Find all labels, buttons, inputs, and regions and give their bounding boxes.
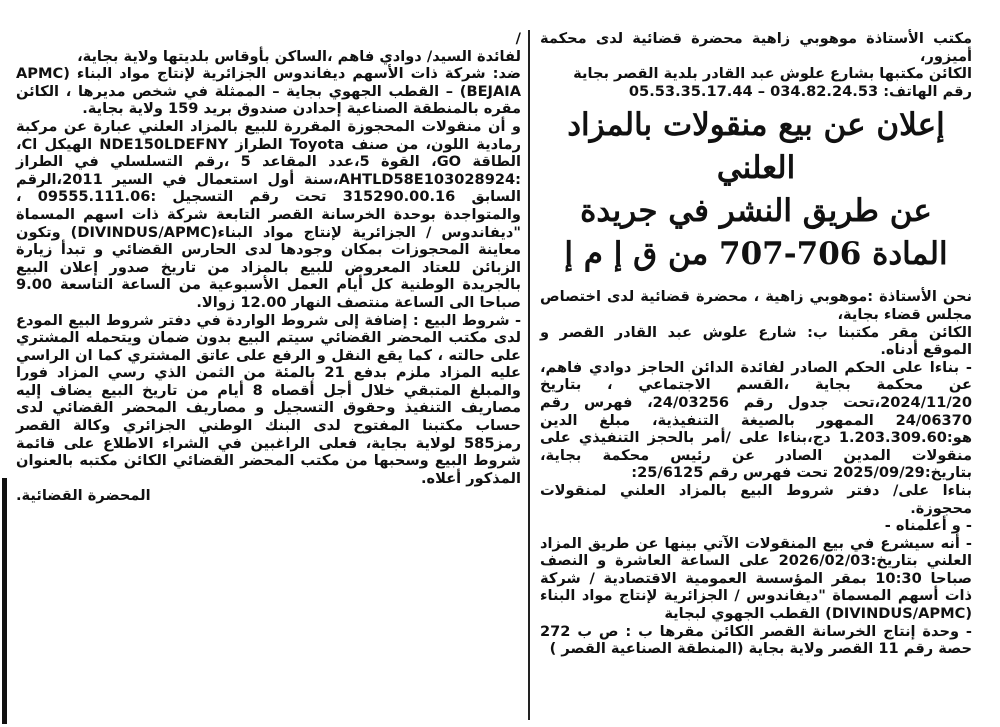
notified-line: - و أعلمناه - — [884, 517, 972, 535]
slash-mark: / — [515, 30, 521, 47]
office-phone: رقم الهاتف: 034.82.24.53 – 05.53.35.17.44 — [628, 82, 972, 100]
left-column — [16, 30, 521, 505]
title-line-1: إعلان عن بيع منقولات بالمزاد العلني — [567, 107, 945, 187]
sale-conditions: - شروط البيع : إضافة إلى شروط الواردة في دفتر شروط البيع المودع لدى مكتب المحضر القضائي سيتم البيع بدون ضمان ويتحمله المشتري على حالته ، كما يقع النقل و الرفع على عاتق المشتري كما ان الراسي عليه المزاد ملزم بدفع 21 بالمئة من الثمن الذي رسي المزاد فورا والمبلغ المتبقي خلال أجل أقصاه 8 أيام من تاريخ البيع يضاف إليه مصاريف التنفيذ وحقوق التسجيل و مصاريف المحضر القضائي لدى حساب مكتبنا المفتوح لدى البنك الوطني الجزائري وكالة القصر رمز585 لولاية بجاية، فعلى الراغبين في الشراء الاطلاع على قائمة شروط البيع وسحبها من مكتب المحضر القضائي الكائن مكتبه بالعنوان المذكور أعلاه. — [16, 311, 521, 487]
right-column — [540, 30, 972, 658]
signature-line: المحضرة القضائية. — [16, 487, 151, 505]
vehicle-description: و أن منقولات المحجوزة المقررة للبيع بالمزاد العلني عبارة عن مركبة رمادية اللون، من صنف Toyota الطراز NDE150LDEFNY الهيكل Cl، الطاقة GO، القوة 5،عدد المقاعد 5 ،رقم التسلسلي في الطراز :AHTLD58E103028924،سنة أول استعمال في السير 2011،الرقم السابق 315290.00.16 تحت رقم التسجيل :09555.111.06 ، والمتواجدة بوحدة الخرسانة القصر التابعة شركة ذات اسهم المسماة "ديفاندوس / الجزائرية لإنتاج مواد البناء(DIVINDUS/APMC) وتكون معاينة المحجوزات بمكان وجودها لدى الحارس القضائي و تبدأ زيارة الزبائن للعتاد المعروض للبيع بالمزاد من تاريخ صدور إعلان البيع بالجريدة الوطنية كل أيام العمل الأسبوعية من الساعة التاسعة 9.00 صباحا الى الساعة منتصف النهار 12.00 زوالا. — [16, 117, 521, 311]
defendant-paragraph: ضد: شركة ذات الأسهم ديفاندوس الجزائرية لإنتاج مواد البناء (APMC BEJAIA) – القطب الجهوي بجاية – الممثلة في شخص مديرها ، الكائن مقره بالمنطقة الصناعية إحدادن صندوق بريد 159 ولاية بجاية. — [16, 65, 521, 118]
edge-bar — [2, 478, 7, 724]
announcement-title — [540, 104, 972, 276]
conditions-reference: بناءا على/ دفتر شروط البيع بالمزاد العلني لمنقولات محجوزة. — [540, 481, 972, 517]
unit-address-paragraph: - وحدة إنتاج الخرسانة القصر الكائن مقرها ب : ص ب 272 حصة رقم 11 القصر ولاية بجاية (المنطقة الصناعية القصر ) — [540, 622, 972, 658]
title-line-2: عن طريق النشر في جريدة — [580, 193, 932, 230]
office-address: الكائن مكتبها بشارع علوش عبد القادر بلدية القصر بجاية — [573, 65, 972, 83]
judgment-paragraph: - بناءا على الحكم الصادر لفائدة الدائن الحاجز دوادي فاهم، عن محكمة بجاية ،القسم الاجتماعي ، بتاريخ 2024/11/20،تحت جدول رقم 24/03256، فهرس رقم 24/06370 الممهور بالصيغة التنفيذية، مبلغ الدين هو:1.203.309.60 دج،بناءا على /أمر بالحجز التنفيذي على منقولات المدين الصادر عن رئيس محكمة بجاية، بتاريخ:2025/09/29 تحت فهرس رقم 25/6125: — [540, 358, 972, 482]
bailiff-office: الكائن مقر مكتبنا ب: شارع علوش عبد القادر القصر و الموقع أدناه. — [540, 323, 972, 359]
title-line-3: المادة 706-707 من ق إ م إ — [564, 236, 948, 273]
column-divider — [528, 30, 530, 720]
office-header: مكتب الأستاذة موهوبي زاهية محضرة قضائية لدى محكمة أميزور، — [540, 30, 972, 65]
sale-date-paragraph: - أنه سيشرع في بيع المنقولات الآتي بينها عن طريق المزاد العلني بتاريخ:2026/02/03 على الساعة العاشرة و النصف صباحا 10:30 بمقر المؤسسة العمومية الاقتصادية / شركة ذات أسهم المسماة "ديفاندوس / الجزائرية لإنتاج مواد البناء (DIVINDUS/APMC) القطب الجهوي لبجاية — [540, 534, 973, 623]
bailiff-intro: نحن الأستاذة :موهوبي زاهية ، محضرة قضائية لدى اختصاص مجلس قضاء بجاية، — [540, 288, 972, 323]
beneficiary-line: لفائدة السيد/ دوادي فاهم ،الساكن بأوقاس بلديتها ولاية بجاية، — [77, 47, 521, 65]
